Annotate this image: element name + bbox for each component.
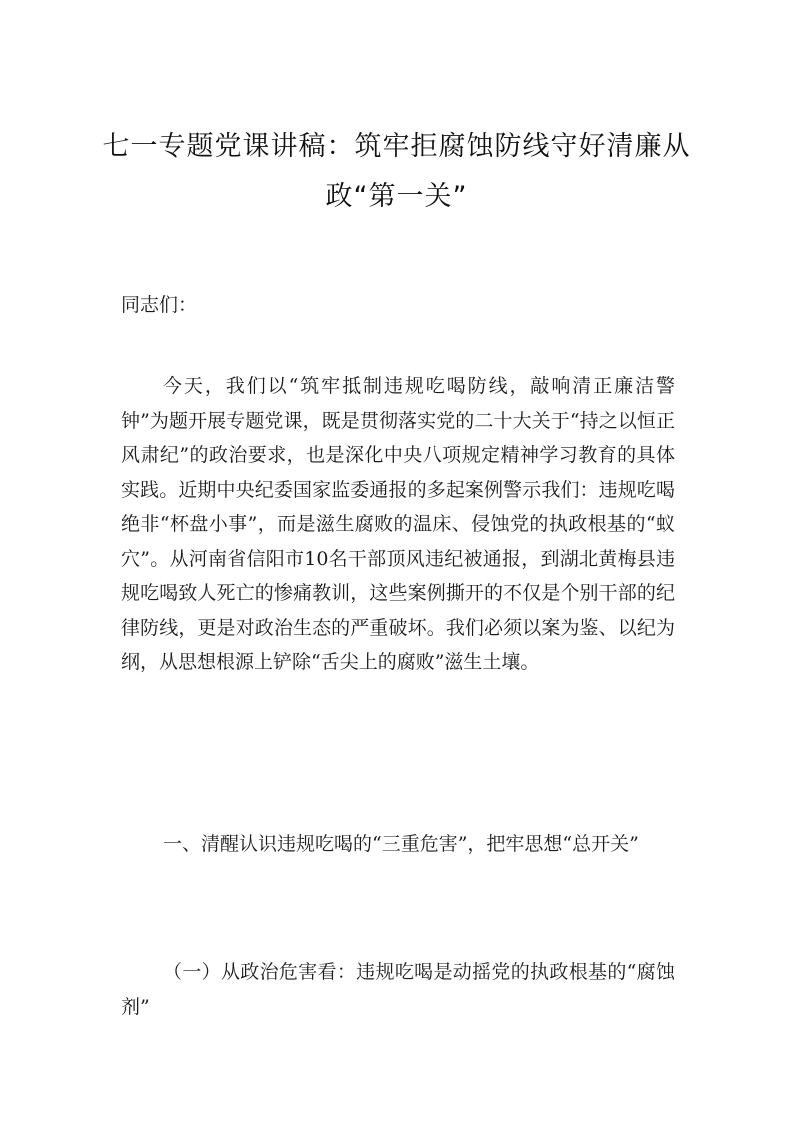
document-title: 七一专题党课讲稿：筑牢拒腐蚀防线守好清廉从政“第一关” [102, 131, 691, 212]
salutation: 同志们： [121, 294, 198, 316]
body-paragraph: 今天，我们以“筑牢抵制违规吃喝防线，敲响清正廉洁警钟”为题开展专题党课，既是贯彻落实党的二十大关于“持之以恒正风肃纪”的政治要求，也是深化中央八项规定精神学习教育的具体实践。近期中央纪委国家监委通报的多起案例警示我们：违规吃喝绝非“杯盘小事”，而是滋生腐败的温床、侵蚀党的执政根基的“蚁穴”。从河南省信阳市10名干部顶风违纪被通报，到湖北黄梅县违规吃喝致人死亡的惨痛教训，这些案例撕开的不仅是个别干部的纪律防线，更是对政治生态的严重破坏。我们必须以案为鉴、以纪为纲，从思想根源上铲除“舌尖上的腐败”滋生土壤。 [121, 375, 675, 673]
section-heading-1: 一、清醒认识违规吃喝的“三重危害”，把牢思想“总开关” [163, 833, 639, 855]
subsection-heading-1: （一）从政治危害看：违规吃喝是动摇党的执政根基的“腐蚀剂” [121, 961, 675, 1018]
